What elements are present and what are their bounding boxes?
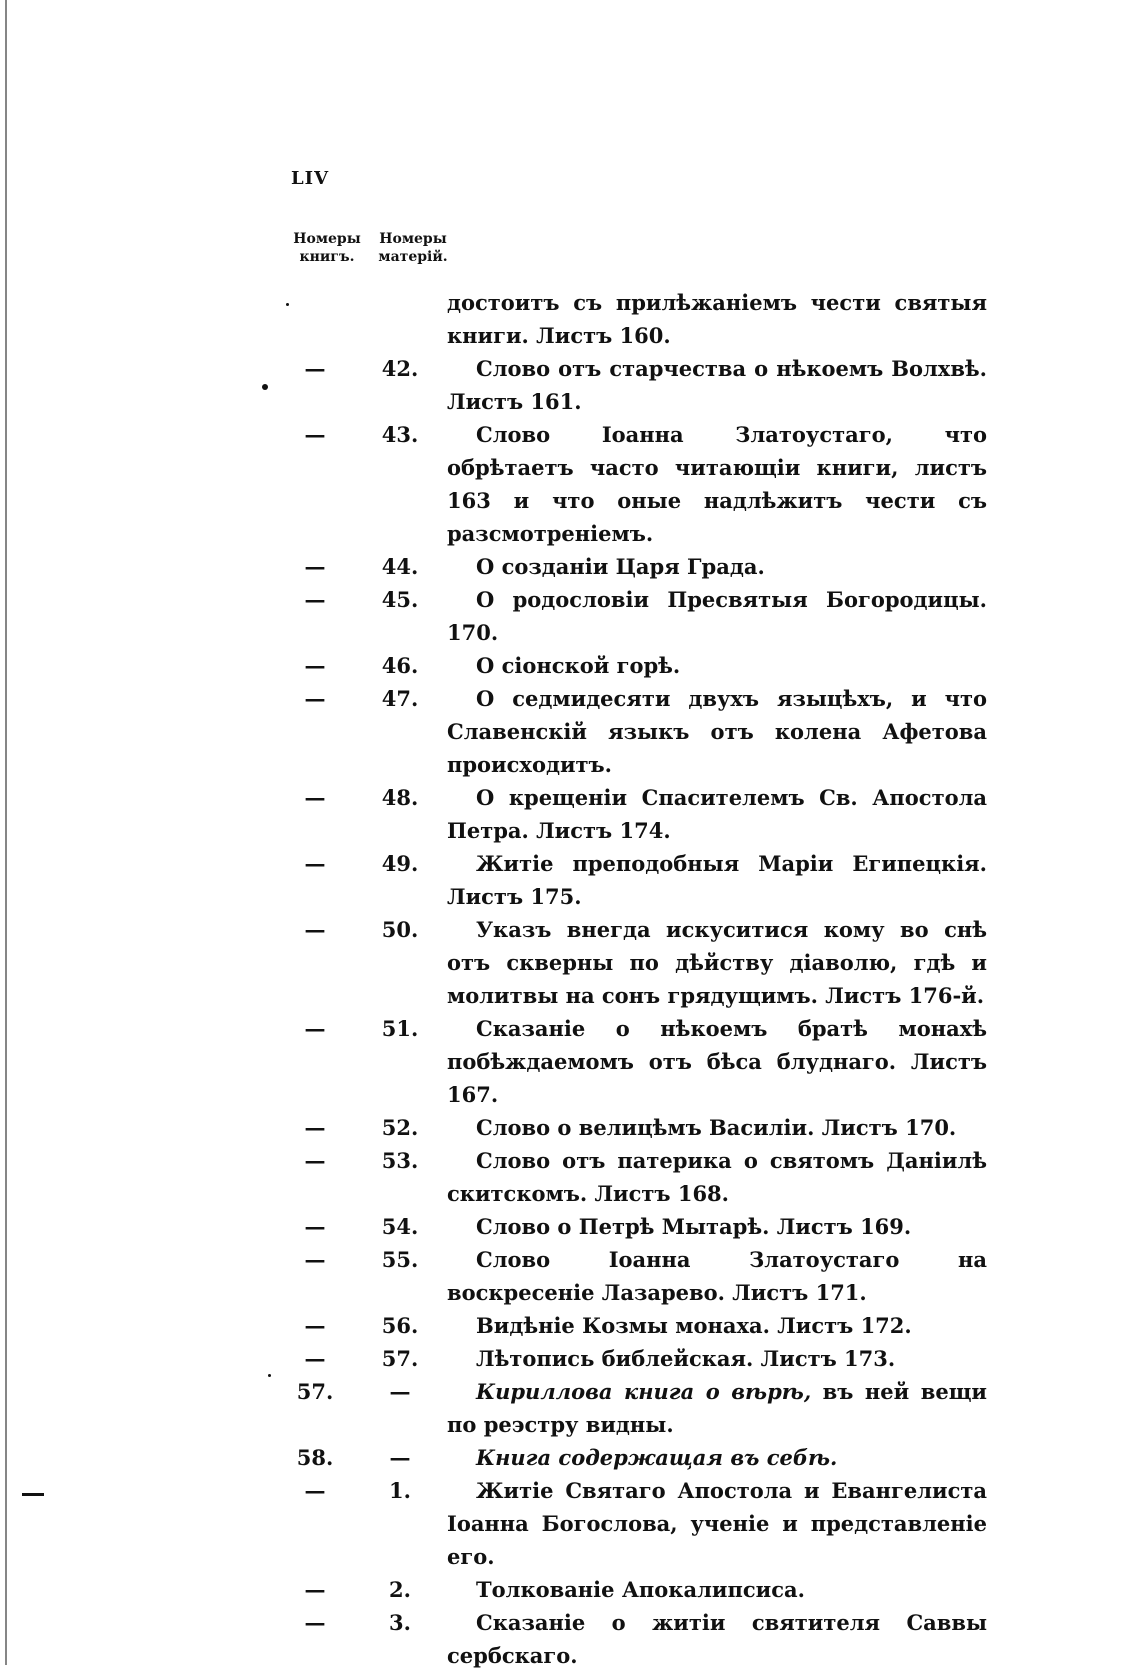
entry-material-number: 53.	[381, 1148, 419, 1173]
entry-text	[447, 1342, 987, 1375]
entry-row	[0, 1210, 1140, 1243]
entry-text	[447, 1012, 987, 1111]
entry-text	[447, 781, 987, 847]
entry-row	[0, 649, 1140, 682]
entry-description: Указъ внегда искуситися кому во снѣ отъ скверны по дѣйству діаволю, гдѣ и молитвы на сонъ грядущимъ. Листъ 176-й.	[447, 917, 987, 1008]
entry-text	[447, 1309, 987, 1342]
entry-book-number: —	[304, 422, 326, 447]
header-book-numbers: Номеры книгъ.	[293, 231, 361, 265]
entry-book-number: —	[304, 917, 326, 942]
entry-row	[0, 352, 1140, 418]
entry-row	[0, 682, 1140, 781]
entry-material-number: 50.	[381, 917, 419, 942]
entry-row	[0, 583, 1140, 649]
entry-description: О родословіи Пресвятыя Богородицы. 170.	[447, 587, 987, 645]
entry-material-number: 2.	[389, 1577, 411, 1602]
entry-text	[447, 847, 987, 913]
entry-book-number: —	[304, 1577, 326, 1602]
entry-material-number: 1.	[389, 1478, 411, 1503]
entry-text	[447, 1573, 987, 1606]
entry-description: Слово отъ патерика о святомъ Даніилѣ скитскомъ. Листъ 168.	[447, 1148, 987, 1206]
entry-row	[0, 286, 1140, 352]
entry-material-number: 42.	[381, 356, 419, 381]
entry-material-number: 45.	[381, 587, 419, 612]
entry-book-number: —	[304, 1346, 326, 1371]
entry-book-number: —	[304, 785, 326, 810]
entry-description: О созданіи Царя Града.	[476, 554, 765, 579]
entry-material-number: —	[389, 1445, 411, 1470]
entry-description: достоитъ съ прилѣжаніемъ чести святыя книги. Листъ 160.	[447, 290, 987, 348]
entry-text	[447, 682, 987, 781]
entry-material-number: 52.	[381, 1115, 419, 1140]
entry-book-number: —	[304, 587, 326, 612]
entry-material-number: 47.	[381, 686, 419, 711]
entry-row	[0, 418, 1140, 550]
entry-material-number: 3.	[389, 1610, 411, 1635]
entry-text	[447, 649, 987, 682]
entry-description: Слово Іоанна Златоустаго на воскресеніе Лазарево. Листъ 171.	[447, 1247, 987, 1305]
entry-text	[447, 1144, 987, 1210]
entry-material-number: 57.	[381, 1346, 419, 1371]
entry-title-italic: Кириллова книга о вѣрѣ,	[476, 1379, 812, 1404]
entry-book-number: —	[304, 1478, 326, 1503]
entry-row	[0, 1375, 1140, 1441]
entry-text	[447, 1441, 987, 1474]
entry-material-number: 49.	[381, 851, 419, 876]
entry-row	[0, 1474, 1140, 1573]
entry-book-number: 58.	[296, 1445, 334, 1470]
entry-row	[0, 1441, 1140, 1474]
entry-book-number: —	[304, 1610, 326, 1635]
entry-description: Житіе преподобныя Маріи Египецкія. Листъ 175.	[447, 851, 987, 909]
entry-description: Лѣтопись библейская. Листъ 173.	[476, 1346, 896, 1371]
entry-row	[0, 1309, 1140, 1342]
entry-description: Слово отъ старчества о нѣкоемъ Волхвѣ. Листъ 161.	[447, 356, 987, 414]
entry-row	[0, 781, 1140, 847]
entry-book-number: 57.	[296, 1379, 334, 1404]
entry-description: О седмидесяти двухъ языцѣхъ, и что Славенскій языкъ отъ колена Афетова происходитъ.	[447, 686, 987, 777]
entry-description: О крещеніи Спасителемъ Св. Апостола Петра. Листъ 174.	[447, 785, 987, 843]
entry-text	[447, 1375, 987, 1441]
entry-text	[447, 550, 987, 583]
entry-row	[0, 1606, 1140, 1672]
entry-row	[0, 1573, 1140, 1606]
scan-speck	[262, 384, 268, 390]
entry-text	[447, 1210, 987, 1243]
scan-mark	[22, 1493, 44, 1496]
entry-material-number: 44.	[381, 554, 419, 579]
entry-text	[447, 352, 987, 418]
entry-row	[0, 847, 1140, 913]
entry-description: Толкованіе Апокалипсиса.	[476, 1577, 805, 1602]
entry-book-number: —	[304, 554, 326, 579]
entry-text	[447, 1606, 987, 1672]
entry-row	[0, 1012, 1140, 1111]
entry-book-number: —	[304, 1214, 326, 1239]
entry-description: Слово о велицѣмъ Василіи. Листъ 170.	[476, 1115, 957, 1140]
entry-row	[0, 550, 1140, 583]
entry-text	[447, 1243, 987, 1309]
entry-description: Сказаніе о житіи святителя Саввы сербскаго.	[447, 1610, 987, 1668]
entry-description: Житіе Святаго Апостола и Евангелиста Іоанна Богослова, ученіе и представленіе его.	[447, 1478, 987, 1569]
entry-description: Сказаніе о нѣкоемъ братѣ монахѣ побѣждаемомъ отъ бѣса блуднаго. Листъ 167.	[447, 1016, 987, 1107]
entry-text	[447, 1111, 987, 1144]
entry-text	[447, 1474, 987, 1573]
catalog-entries	[0, 286, 1140, 1672]
entry-text	[447, 418, 987, 550]
entry-material-number: 54.	[381, 1214, 419, 1239]
entry-description: Слово о Петрѣ Мытарѣ. Листъ 169.	[476, 1214, 912, 1239]
entry-row	[0, 913, 1140, 1012]
entry-book-number: —	[304, 1247, 326, 1272]
entry-row	[0, 1111, 1140, 1144]
scan-speck	[286, 303, 289, 306]
entry-book-number: —	[304, 1313, 326, 1338]
entry-book-number: —	[304, 1016, 326, 1041]
entry-material-number: 43.	[381, 422, 419, 447]
entry-material-number: 56.	[381, 1313, 419, 1338]
entry-book-number: —	[304, 653, 326, 678]
entry-book-number: —	[304, 851, 326, 876]
entry-row	[0, 1144, 1140, 1210]
entry-description: Видѣніе Козмы монаха. Листъ 172.	[476, 1313, 912, 1338]
entry-text	[447, 913, 987, 1012]
entry-book-number: —	[304, 1148, 326, 1173]
entry-title-italic: Книга содержащая въ себѣ.	[476, 1445, 838, 1470]
entry-text	[447, 286, 987, 352]
entry-row	[0, 1342, 1140, 1375]
entry-description: О сіонской горѣ.	[476, 653, 681, 678]
entry-material-number: 51.	[381, 1016, 419, 1041]
scan-speck	[268, 1374, 271, 1377]
entry-book-number: —	[304, 686, 326, 711]
entry-material-number: 48.	[381, 785, 419, 810]
entry-material-number: 55.	[381, 1247, 419, 1272]
entry-row	[0, 1243, 1140, 1309]
entry-description: въ ней вещи по реэстру видны.	[447, 1379, 987, 1437]
entry-material-number: —	[389, 1379, 411, 1404]
entry-material-number: 46.	[381, 653, 419, 678]
entry-text	[447, 583, 987, 649]
page-number: LIV	[291, 168, 330, 189]
entry-book-number: —	[304, 356, 326, 381]
header-material-numbers: Номеры матерій.	[378, 231, 448, 265]
entry-description: Слово Іоанна Златоустаго, что обрѣтаетъ часто читающіи книги, листъ 163 и что оные надлѣжитъ чести съ разсмотреніемъ.	[447, 422, 987, 546]
entry-book-number: —	[304, 1115, 326, 1140]
